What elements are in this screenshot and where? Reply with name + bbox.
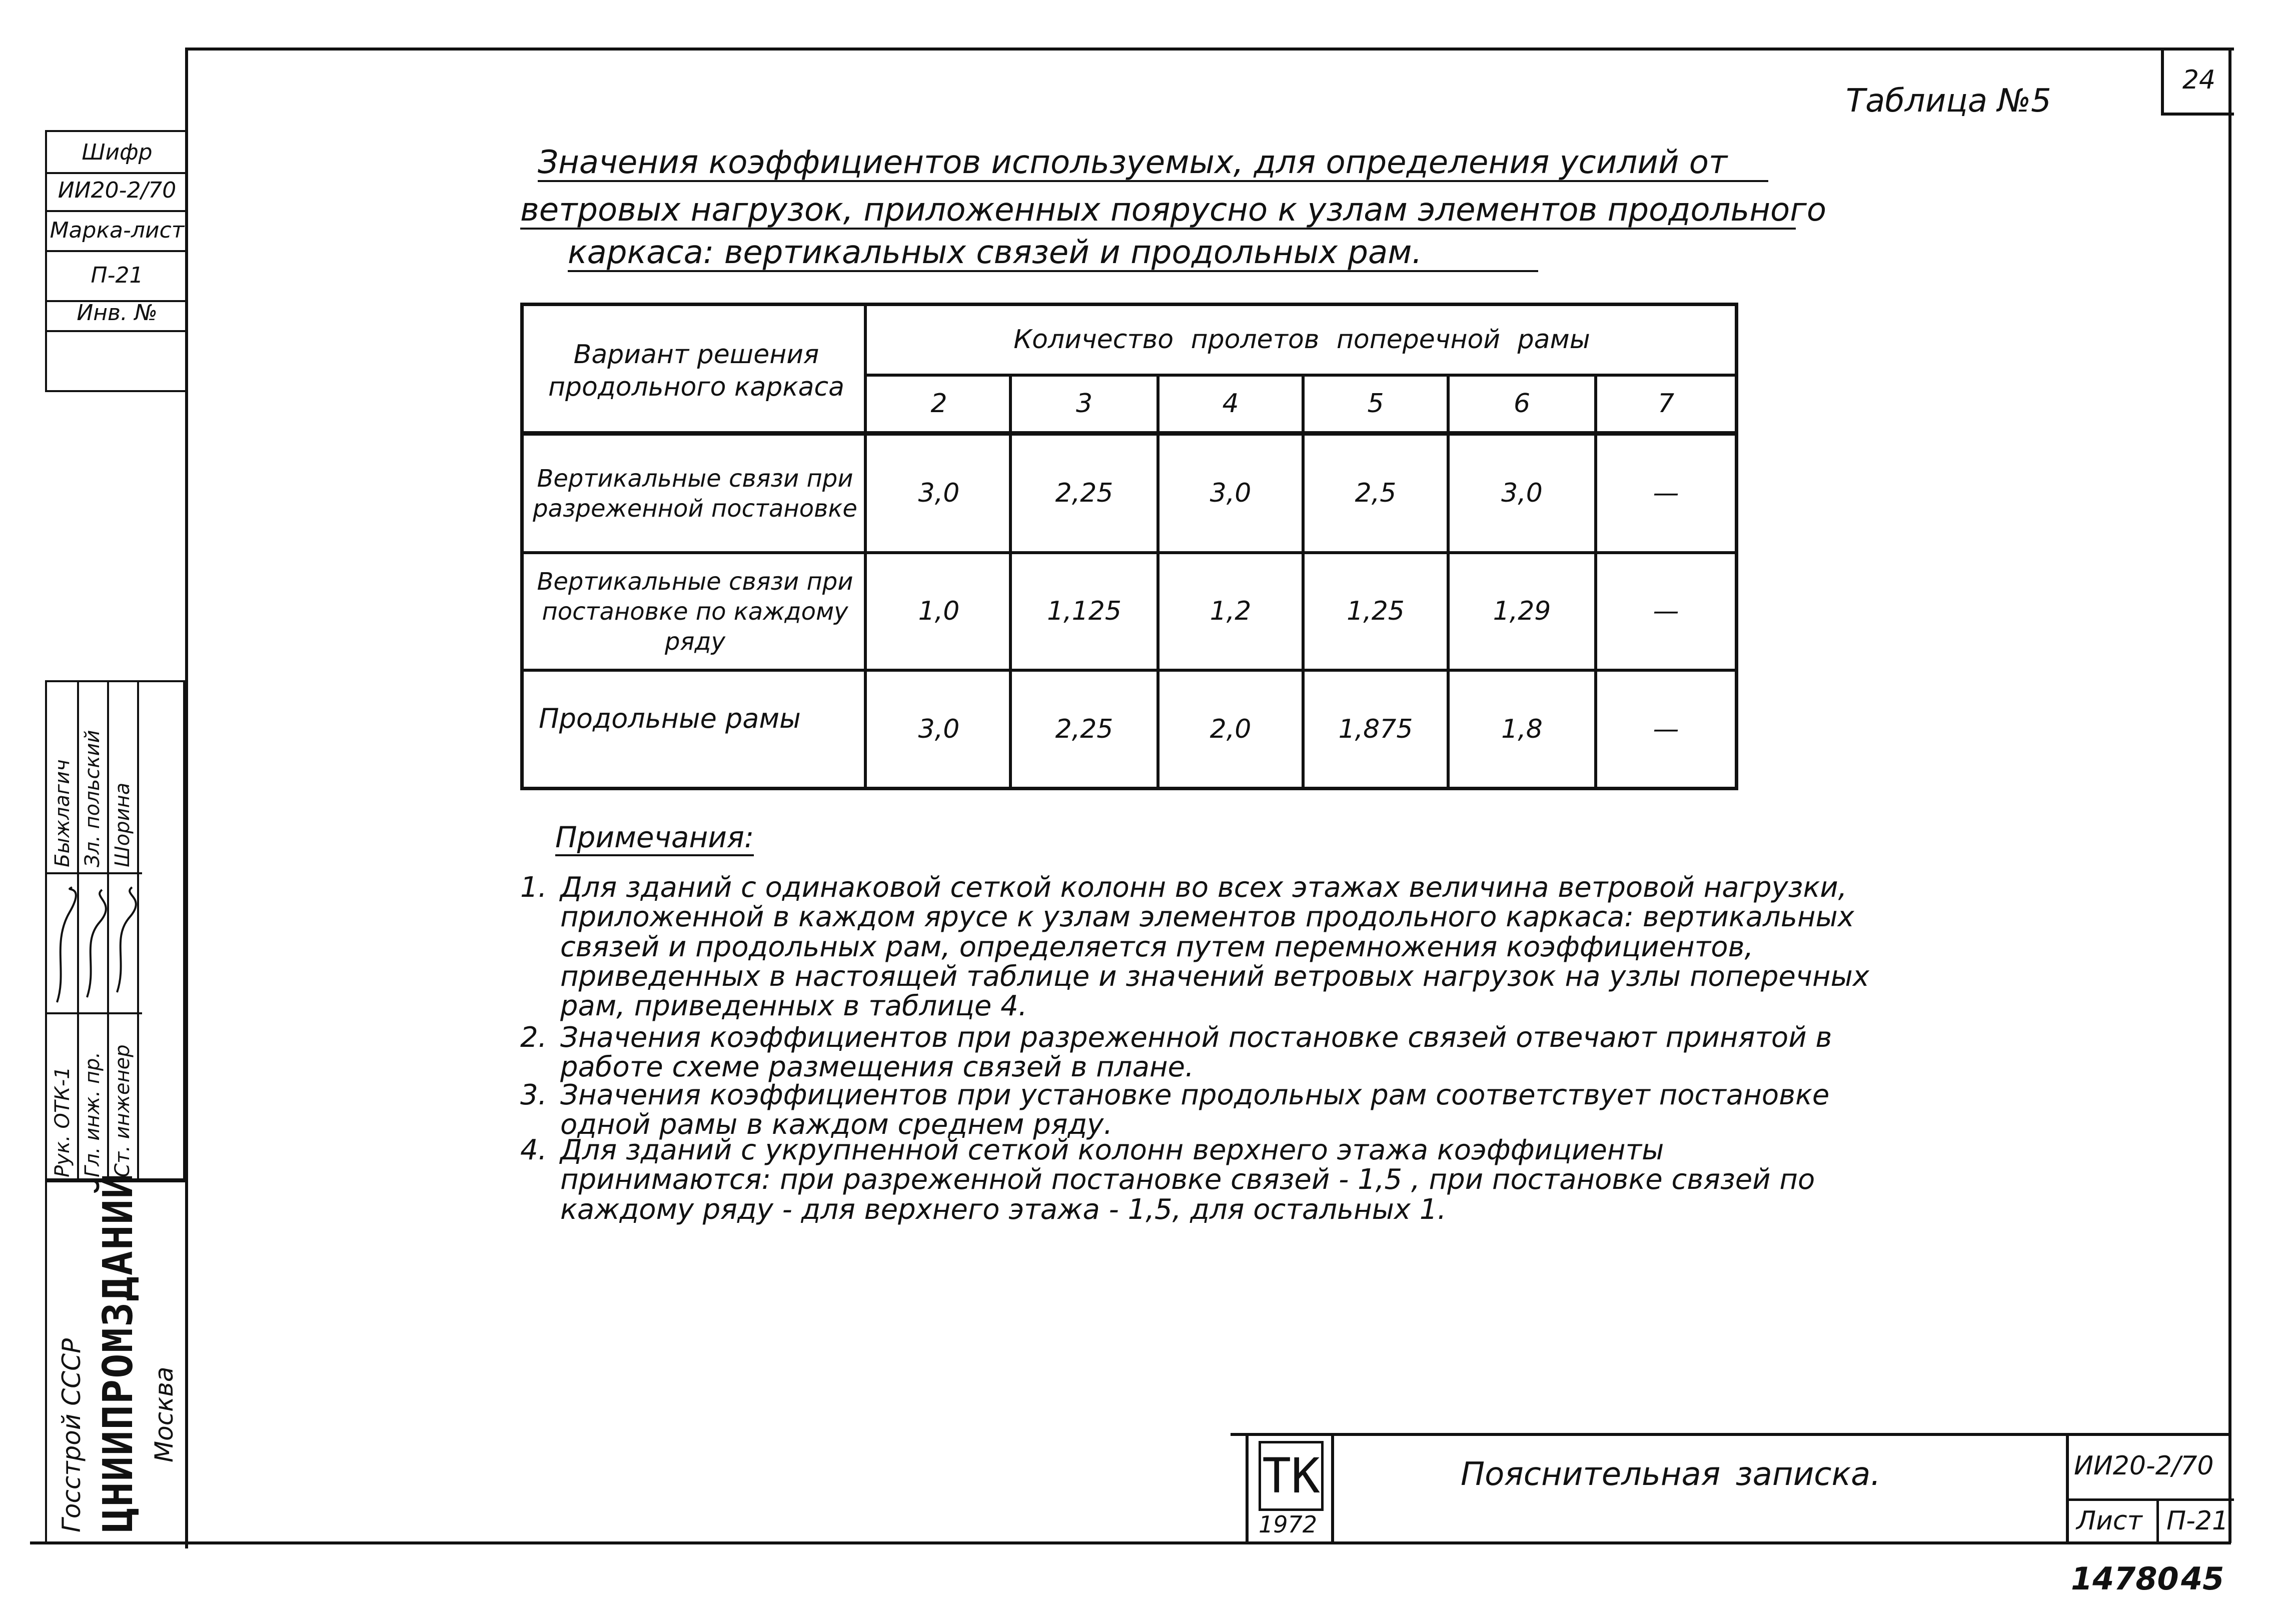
- row-1-col-2: 3,0: [918, 478, 960, 508]
- year: 1972: [1259, 1511, 1318, 1538]
- note-2: [520, 1023, 1881, 1083]
- inv-value-cell: [45, 330, 187, 392]
- row-2-col-4: 1,2: [1210, 596, 1252, 626]
- note-1: [520, 873, 1881, 1023]
- row-2-col-2: 1,0: [918, 596, 960, 626]
- header-spans: Количество пролетов поперечной рамы: [1013, 325, 1590, 355]
- row-3-col-5: 1,875: [1338, 714, 1413, 744]
- note-2-text: Значения коэффициентов при разреженной постановке связей отвечают принятой в работе схеме размещения связей в плане.: [560, 1021, 1832, 1084]
- doc-title: Пояснительная записка.: [1461, 1456, 1881, 1493]
- row-1-col-4: 3,0: [1210, 478, 1252, 508]
- note-4: [520, 1135, 1881, 1235]
- row-3-label: Продольные рамы: [539, 703, 801, 734]
- row-3-col-4: 2,0: [1210, 714, 1252, 744]
- coefficients-table: [520, 303, 1738, 790]
- code-label: Шифр: [45, 130, 187, 174]
- sheet-number-box: [2161, 48, 2234, 116]
- name-3: Шорина: [111, 782, 134, 867]
- code-value: ИИ20-2/70: [45, 170, 187, 212]
- drawing-frame: [185, 48, 2234, 1548]
- page-number: 24: [2182, 65, 2216, 95]
- org-line1: Госстрой СССР: [57, 1338, 86, 1532]
- name-1: Быжлагич: [51, 759, 74, 867]
- org-line3: Москва: [150, 1366, 179, 1462]
- signature-scribbles: [47, 882, 142, 1007]
- note-3-text: Значения коэффициентов при установке продольных рам соответствует постановке одной рамы в каждом среднем ряду.: [560, 1079, 1830, 1141]
- left-stamp: [45, 130, 188, 1541]
- col-4: 4: [1222, 389, 1239, 419]
- note-4-num: 4.: [520, 1134, 547, 1166]
- inv-label: Инв. №: [45, 300, 187, 332]
- row-2-col-7: —: [1653, 596, 1679, 626]
- row-3-col-7: —: [1653, 714, 1679, 744]
- org-block: [45, 1172, 187, 1541]
- notes-title: Примечания:: [555, 820, 754, 856]
- table-label: Таблица №5: [1846, 83, 2051, 120]
- logo-cell: [1246, 1436, 1334, 1543]
- row-3-col-3: 2,25: [1055, 714, 1113, 744]
- signature-grid: [45, 680, 185, 1180]
- col-2: 2: [930, 389, 947, 419]
- header-variant: Вариант решения продольного каркаса: [548, 340, 844, 402]
- row-2-label: Вертикальные связи при постановке по каждому ряду: [537, 567, 853, 656]
- frame-right-border: [2228, 48, 2231, 1543]
- title-line-1: Значения коэффициентов используемых, для определения усилий от: [538, 145, 1768, 182]
- note-4-text: Для зданий с укрупненной сеткой колонн верхнего этажа коэффициенты принимаются: при разреженной постановке связей - 1,5 , при постановке связей по каждому ряду - для верхнего этажа - 1,5, для остальных 1.: [560, 1134, 1815, 1226]
- col-6: 6: [1513, 389, 1531, 419]
- col-5: 5: [1367, 389, 1384, 419]
- mark-value: П-21: [45, 250, 187, 302]
- col-7: 7: [1657, 389, 1675, 419]
- code-cells: [2066, 1436, 2234, 1543]
- note-1-text: Для зданий с одинаковой сеткой колонн во всех этажах величина ветровой нагрузки, приложенной в каждом ярусе к узлам элементов продольного каркаса: вертикальных связей и продольных рам, определяется путем перемножения коэффициентов, приведенных в настоящей таблице и значений ветровых нагрузок на узлы поперечных рам, приведенных в таблице 4.: [560, 871, 1869, 1023]
- note-3: [520, 1080, 1881, 1140]
- sheet-value: П-21: [2166, 1506, 2229, 1536]
- doc-code: ИИ20-2/70: [2074, 1451, 2214, 1481]
- row-1-col-3: 2,25: [1055, 478, 1113, 508]
- col-3: 3: [1075, 389, 1093, 419]
- tk-logo: ТК: [1259, 1441, 1324, 1511]
- row-1-col-6: 3,0: [1501, 478, 1543, 508]
- archive-number: 14780: [2071, 1560, 2179, 1597]
- title-block: [1231, 1433, 2231, 1546]
- row-3-col-2: 3,0: [918, 714, 960, 744]
- title-line-3: каркаса: вертикальных связей и продольных рам.: [568, 235, 1538, 272]
- mark-label: Марка-лист: [45, 210, 187, 252]
- note-1-num: 1.: [520, 871, 547, 904]
- role-3: Ст. инженер: [111, 1044, 134, 1177]
- name-2: Зл. польский: [81, 730, 104, 867]
- row-1-label: Вертикальные связи при разреженной постановке: [533, 464, 857, 523]
- org-line2: ЦНИИПРОМЗДАНИЙ: [95, 1172, 142, 1532]
- role-2: Гл. инж. пр.: [81, 1051, 104, 1177]
- row-2-col-5: 1,25: [1347, 596, 1405, 626]
- row-2-col-3: 1,125: [1047, 596, 1121, 626]
- title-line-2: ветровых нагрузок, приложенных поярусно к узлам элементов продольного: [520, 193, 1796, 230]
- note-2-num: 2.: [520, 1021, 547, 1054]
- note-3-num: 3.: [520, 1079, 547, 1111]
- row-2-col-6: 1,29: [1493, 596, 1551, 626]
- sheet-label: Лист: [2076, 1506, 2142, 1536]
- row-1-col-5: 2,5: [1355, 478, 1397, 508]
- row-3-col-6: 1,8: [1501, 714, 1543, 744]
- role-1: Рук. ОТК-1: [51, 1066, 74, 1177]
- row-1-col-7: —: [1653, 478, 1679, 508]
- footer-page: 45: [2181, 1560, 2224, 1597]
